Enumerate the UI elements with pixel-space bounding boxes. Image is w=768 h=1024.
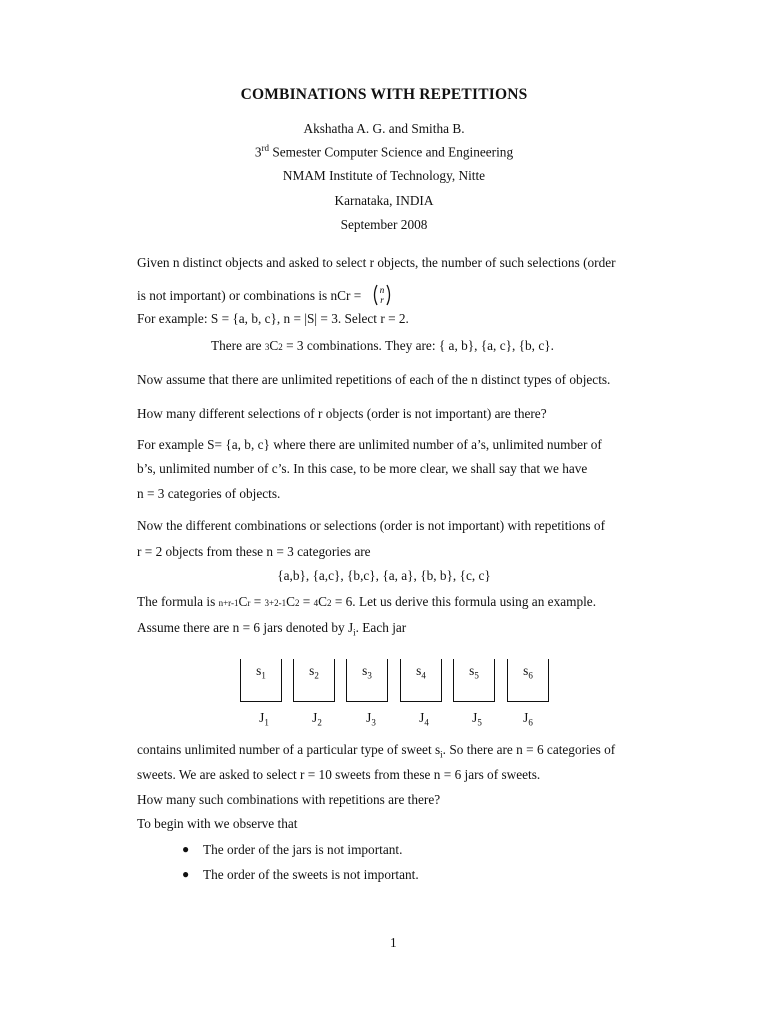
semester-number: 3: [254, 144, 262, 160]
paragraph-intro-line1: Given n distinct objects and asked to select r objects, the number of such selections (order: [137, 255, 616, 270]
jar-letter: J: [523, 710, 529, 725]
department: [0, 143, 768, 160]
sweet-s: s: [362, 663, 368, 678]
formula-sub2: 3+2-1: [264, 598, 287, 608]
jar-index: 5: [477, 717, 482, 728]
sweet-s: s: [309, 663, 315, 678]
authors: Akshatha A. G. and Smitha B.: [303, 121, 465, 136]
sweets-prefix: contains unlimited number of a particular type of sweet s: [137, 742, 441, 757]
jar-letter: J: [419, 710, 425, 725]
jar-letter: J: [366, 710, 372, 725]
jar-1: [240, 659, 282, 702]
formula-C3: C: [318, 594, 328, 609]
combination-n: 3: [264, 342, 270, 352]
assume-sub: i: [353, 627, 356, 638]
formula-C1: C: [238, 594, 248, 609]
sweet-s: s: [523, 663, 529, 678]
formula-prefix: The formula is: [137, 594, 219, 609]
jar-3: [346, 659, 388, 702]
paragraph-sweets-line2: sweets. We are asked to select r = 10 sweets from these n = 6 jars of sweets.: [137, 767, 541, 782]
assume-line: [137, 620, 406, 638]
combination-r: 2: [278, 342, 283, 352]
assume-suffix: . Each jar: [355, 620, 407, 635]
binom-bottom: r: [379, 295, 384, 305]
bullet-item-2: The order of the sweets is not important.: [203, 867, 419, 882]
semester-text: Semester Computer Science and Engineering: [269, 144, 514, 160]
sweet-index: 3: [367, 670, 372, 681]
jar-6-content: [508, 663, 548, 681]
bullet-dot: ●: [182, 842, 190, 856]
jar-index: 6: [528, 717, 533, 728]
formula-C2: C: [286, 594, 295, 609]
jar-3-content: [347, 663, 387, 681]
sweet-index: 2: [314, 670, 319, 681]
bullet-dot: ●: [182, 867, 190, 881]
paragraph-begin: To begin with we observe that: [137, 816, 298, 831]
jar-label-5: [457, 710, 497, 728]
bullet-item-1: The order of the jars is not important.: [203, 842, 403, 857]
page-number: 1: [390, 935, 397, 950]
formula-sub1: n+r-1: [218, 598, 239, 608]
example-line: For example: S = {a, b, c}, n = |S| = 3. Select r = 2.: [137, 311, 409, 326]
binom-top: n: [379, 285, 384, 295]
formula-line: [137, 594, 596, 610]
sweet-s: s: [256, 663, 262, 678]
jar-label-4: [404, 710, 444, 728]
combinations-count-line: [211, 338, 554, 354]
jar-index: 1: [264, 717, 269, 728]
jar-index: 4: [424, 717, 429, 728]
formula-suffix: = 6. Let us derive this formula using an example.: [331, 594, 597, 609]
jar-5: [453, 659, 495, 702]
paragraph-question: How many different selections of r objects (order is not important) are there?: [137, 406, 547, 421]
sweets-sub: i: [440, 749, 443, 760]
jar-label-2: [297, 710, 337, 728]
there-are-suffix: = 3 combinations. They are: { a, b}, {a, c}, {b, c}.: [282, 338, 554, 353]
intro-text: is not important) or combinations is nCr =: [137, 288, 362, 304]
paragraph-assumption: Now assume that there are unlimited repetitions of each of the n distinct types of objects.: [137, 372, 611, 387]
sweet-index: 1: [261, 670, 266, 681]
jar-5-content: [454, 663, 494, 681]
jar-letter: J: [312, 710, 318, 725]
paragraph-combinations-line1: Now the different combinations or selections (order is not important) with repetitions of: [137, 518, 605, 533]
paragraph-example-line2: b’s, unlimited number of c’s. In this case, to be more clear, we shall say that we have: [137, 461, 588, 476]
sweet-index: 4: [421, 670, 426, 681]
jar-letter: J: [472, 710, 478, 725]
binomial-coefficient: [371, 283, 393, 311]
formula-2: 2: [294, 598, 300, 608]
sweet-index: 6: [528, 670, 533, 681]
paragraph-intro-line2: [137, 283, 393, 311]
institute: NMAM Institute of Technology, Nitte: [282, 168, 486, 183]
jar-4: [400, 659, 442, 702]
paragraph-how-many: How many such combinations with repetitions are there?: [137, 792, 441, 807]
semester-suffix: rd: [261, 143, 270, 153]
jar-6: [507, 659, 549, 702]
jar-letter: J: [259, 710, 265, 725]
sweet-index: 5: [474, 670, 479, 681]
paragraph-example-line1: For example S= {a, b, c} where there are unlimited number of a’s, unlimited number of: [137, 437, 602, 452]
formula-r: r: [247, 598, 251, 608]
formula-3: 2: [327, 598, 332, 608]
binomial-parentheses: [371, 283, 393, 307]
jar-index: 3: [371, 717, 376, 728]
jar-index: 2: [317, 717, 322, 728]
jar-2-content: [294, 663, 334, 681]
jar-label-1: [244, 710, 284, 728]
sweets-suffix: . So there are n = 6 categories of: [442, 742, 616, 757]
jar-1-content: [241, 663, 281, 681]
date: September 2008: [340, 217, 428, 232]
jar-4-content: [401, 663, 441, 681]
jar-2: [293, 659, 335, 702]
paragraph-example-line3: n = 3 categories of objects.: [137, 486, 281, 501]
location: Karnataka, INDIA: [334, 193, 434, 208]
paragraph-combinations-line2: r = 2 objects from these n = 3 categories are: [137, 544, 371, 559]
there-are-prefix: There are: [211, 338, 265, 353]
formula-eq: =: [299, 594, 314, 609]
combination-C: C: [269, 338, 279, 353]
sweet-s: s: [469, 663, 475, 678]
paragraph-sweets-line1: [137, 742, 615, 760]
jar-label-3: [351, 710, 391, 728]
assume-prefix: Assume there are n = 6 jars denoted by J: [137, 620, 354, 635]
formula-mid: =: [250, 594, 265, 609]
formula-sub3: 4: [313, 598, 319, 608]
sweet-s: s: [416, 663, 422, 678]
page-title: COMBINATIONS WITH REPETITIONS: [240, 86, 528, 103]
jar-label-6: [508, 710, 548, 728]
combinations-set: {a,b}, {a,c}, {b,c}, {a, a}, {b, b}, {c, c}: [277, 568, 491, 583]
